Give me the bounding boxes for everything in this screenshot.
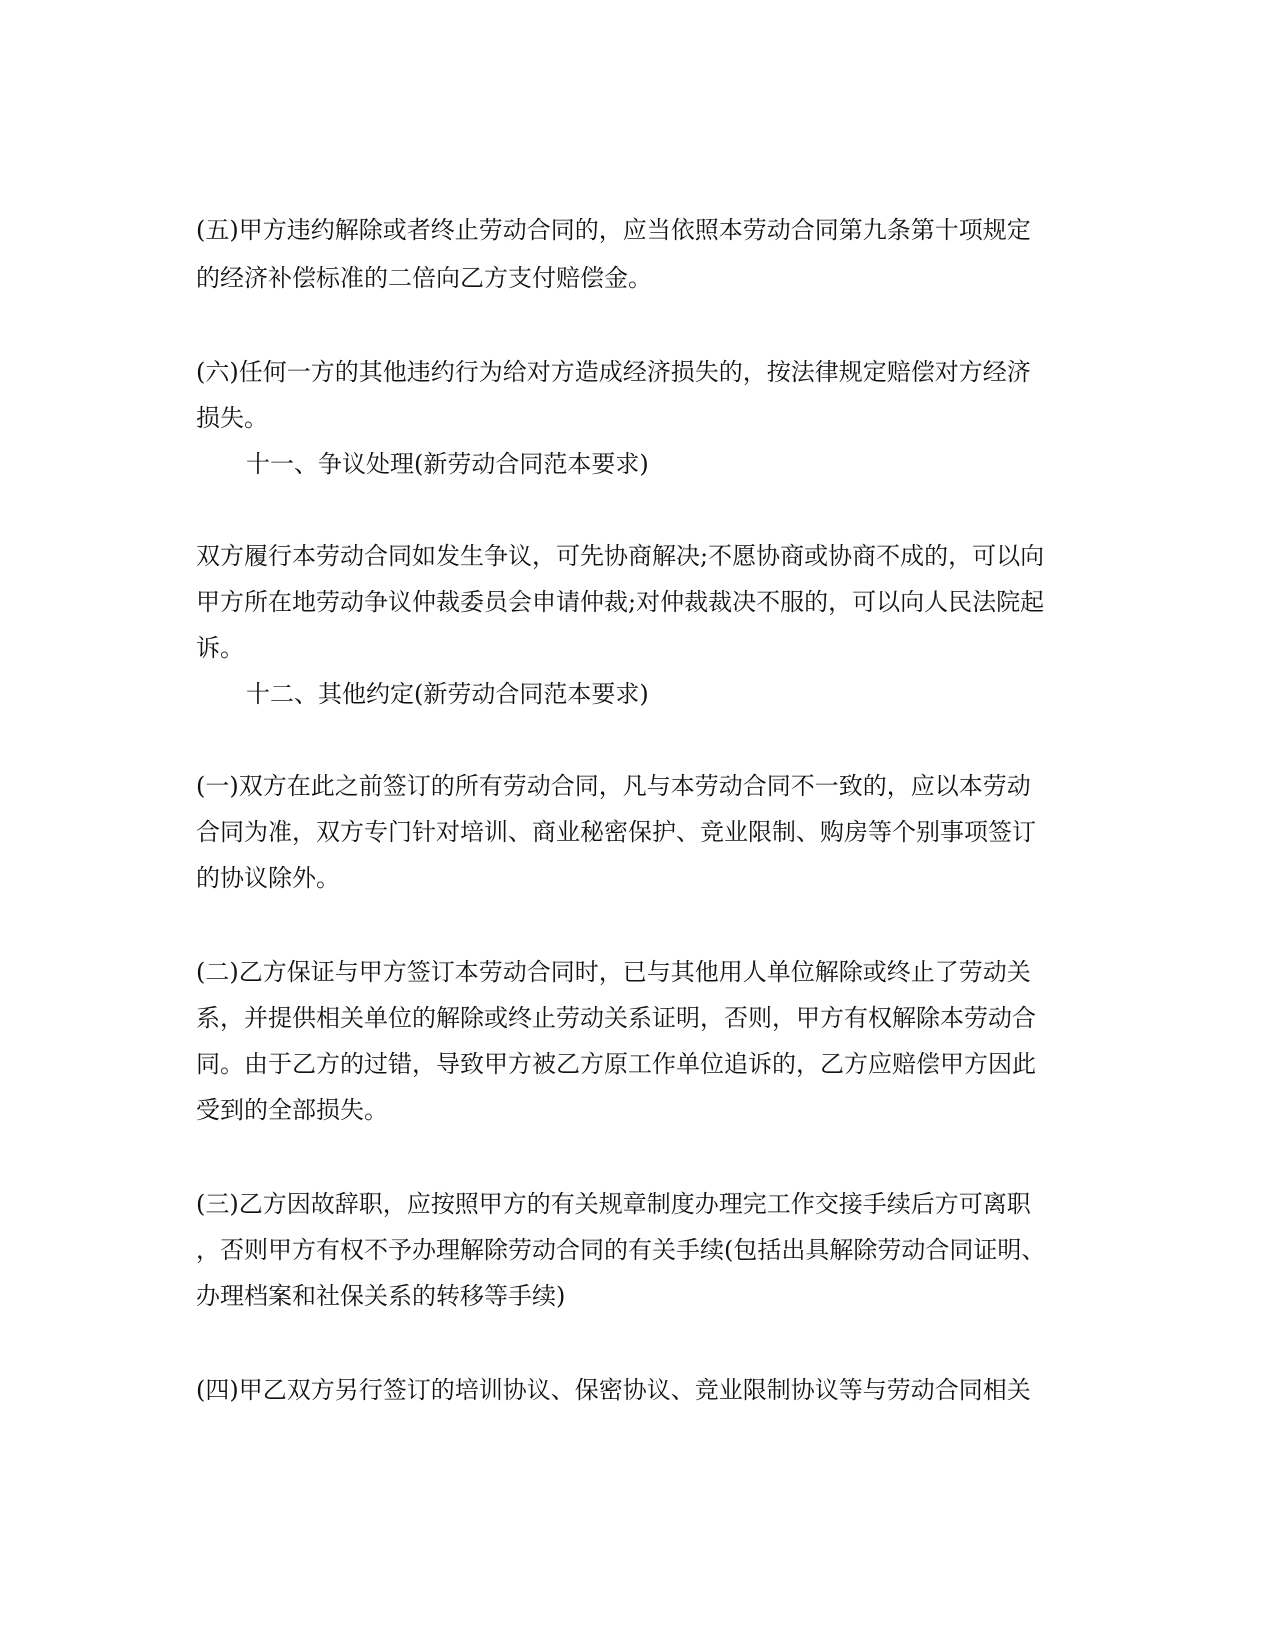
item-2-line-3: 同。由于乙方的过错，导致甲方被乙方原工作单位追诉的，乙方应赔偿甲方因此 [196, 1050, 1036, 1078]
item-2-line-2: 系，并提供相关单位的解除或终止劳动关系证明，否则，甲方有权解除本劳动合 [196, 1004, 1036, 1032]
item-3-line-2: ，否则甲方有权不予办理解除劳动合同的有关手续(包括出具解除劳动合同证明、 [196, 1236, 1046, 1264]
dispute-line-2: 甲方所在地劳动争议仲裁委员会申请仲裁;对仲裁裁决不服的，可以向人民法院起 [196, 588, 1045, 616]
clause-6-line-2: 损失。 [196, 404, 268, 432]
item-3-line-3: 办理档案和社保关系的转移等手续) [196, 1282, 566, 1310]
section-11-heading: 十一、争议处理(新劳动合同范本要求) [246, 450, 649, 478]
item-1-line-2: 合同为准，双方专门针对培训、商业秘密保护、竞业限制、购房等个别事项签订 [196, 818, 1036, 846]
clause-6-line-1: (六)任何一方的其他违约行为给对方造成经济损失的，按法律规定赔偿对方经济 [196, 358, 1031, 386]
item-4-line-1: (四)甲乙双方另行签订的培训协议、保密协议、竞业限制协议等与劳动合同相关 [196, 1376, 1031, 1404]
dispute-line-3: 诉。 [196, 634, 244, 662]
clause-5-line-1: (五)甲方违约解除或者终止劳动合同的，应当依照本劳动合同第九条第十项规定 [196, 216, 1031, 244]
item-2-line-1: (二)乙方保证与甲方签订本劳动合同时，已与其他用人单位解除或终止了劳动关 [196, 958, 1031, 986]
clause-5-line-2: 的经济补偿标准的二倍向乙方支付赔偿金。 [196, 264, 652, 292]
item-1-line-1: (一)双方在此之前签订的所有劳动合同，凡与本劳动合同不一致的，应以本劳动 [196, 772, 1031, 800]
item-2-line-4: 受到的全部损失。 [196, 1096, 388, 1124]
item-1-line-3: 的协议除外。 [196, 864, 340, 892]
item-3-line-1: (三)乙方因故辞职，应按照甲方的有关规章制度办理完工作交接手续后方可离职 [196, 1190, 1031, 1218]
dispute-line-1: 双方履行本劳动合同如发生争议，可先协商解决;不愿协商或协商不成的，可以向 [196, 542, 1045, 570]
section-12-heading: 十二、其他约定(新劳动合同范本要求) [246, 680, 649, 708]
